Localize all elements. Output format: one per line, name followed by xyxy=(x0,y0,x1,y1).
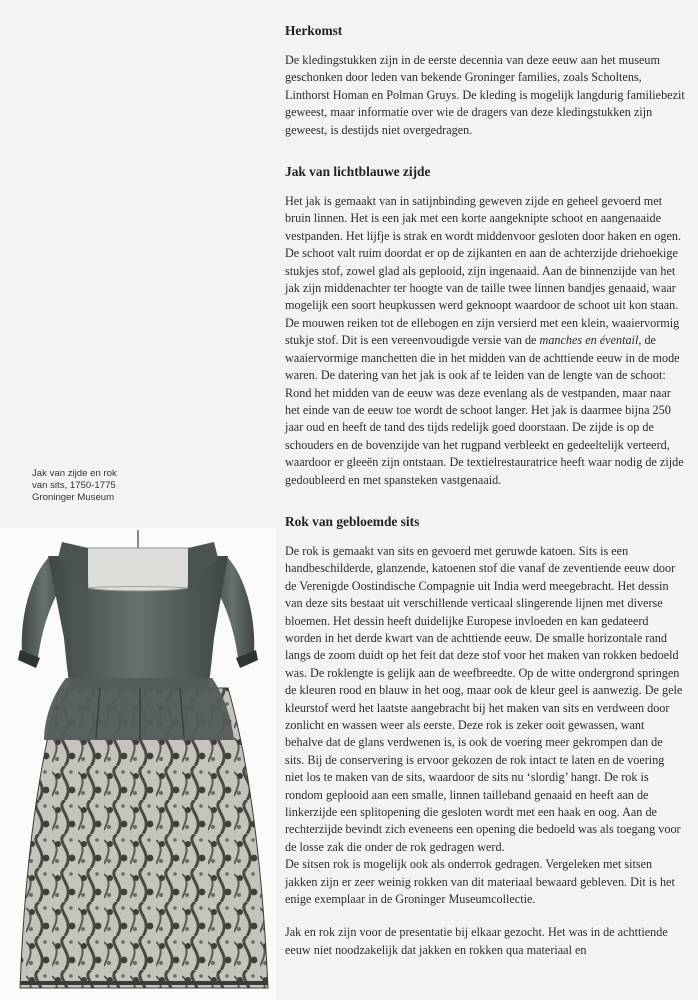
text-column xyxy=(285,22,685,959)
jacket-collar xyxy=(86,548,190,591)
jacket-peplum xyxy=(44,678,234,740)
jak-text-part-2: , de waaiervormige manchetten die in het midden van de achttiende eeuw in de mode waren. De datering van het jak is ook af te leiden van de lengte van de schoot: Rond het midden van de eeuw was deze evenlang als de vestpanden, maar naar het einde van de eeuw toe wordt de schoot langer. Het jak is daarmee bijna 250 jaar oud en heeft de tand des tijds redelijk goed doorstaan. De zijde is op de schouders en de bovenzijde van het rugpand verbleekt en gedeeltelijk verteerd, waardoor er gleeën zijn ontstaan. De textielrestauratrice heeft waar nodig de zijde gedoubleerd en met spansteken vastgenaaid. xyxy=(285,333,684,487)
heading-herkomst: Herkomst xyxy=(285,23,343,38)
heading-rok: Rok van gebloemde sits xyxy=(285,513,420,529)
heading-jak: Jak van lichtblauwe zijde xyxy=(285,164,431,180)
photo-caption xyxy=(32,468,232,504)
paragraph-rok-3: Jak en rok zijn voor de presentatie bij elkaar gezocht. Het was in de achttiende eeuw niet noodzakelijk dat jakken en rokken qua materiaal en xyxy=(285,925,668,957)
paragraph-herkomst: De kledingstukken zijn in de eerste decennia van deze eeuw aan het museum geschonken door leden van bekende Groninger families, zoals Scholtens, Linthorst Homan en Polman Gruys. De kleding is mogelijk langdurig familiebezit geweest, maar informatie over wie de dragers van deze kledingstukken zijn geweest, is destijds niet overgedragen. xyxy=(285,53,685,137)
caption-line-3: Groninger Museum xyxy=(32,492,115,503)
jak-text-italic: manches en éventail xyxy=(539,333,639,348)
caption-line-2: van sits, 1750-1775 xyxy=(32,480,116,491)
jak-text-part-1: Het jak is gemaakt van in satijnbinding geweven zijde en geheel gevoerd met bruin linnen. Het is een jak met een korte aangeknipte schoot en aangenaaide vestpanden. Het lijfje is strak en wordt middenvoor gesloten door haken en ogen. De schoot valt ruim doordat er op de zijkanten en aan de achterzijde driehoekige stukjes stof, zowel glad als geplooid, zijn ingenaaid. Aan de binnenzijde van het jak zijn middenachter ter hoogte van de taille twee linnen bandjes genaaid, waar mogelijk een soort heupkussen werd geknoopt waardoor de schoot uit kon staan. De mouwen reiken tot de ellebogen en zijn versierd met een klein, waaiervormig stukje stof. Dit is een vereenvoudigde versie van de xyxy=(285,194,681,348)
paragraph-rok-1: De rok is gemaakt van sits en gevoerd met geruwde katoen. Sits is een handbeschilderde, glanzende, katoenen stof die vanaf de zeventiende eeuw door de Verenigde Oostindische Compagnie uit India werd meegebracht. Het dessin van deze sits bestaat uit verschillende verticaal slingerende lijnen met diverse bloemen. Het dessin heeft duidelijke Europese invloeden en kan gedateerd worden in het derde kwart van de achttiende eeuw. De smalle horizontale rand langs de zoom duidt op het feit dat deze stof voor het maken van rokken bedoeld was. De roklengte is gelijk aan de weefbreedte. Op de witte ondergrond springen de kleuren rood en blauw in het oog, maar ook de kleur geel is aanwezig. De gele kleurstof werd het laatste aangebracht bij het maken van sits en verdween door zonlicht en wassen weer als eerste. Deze rok is zeker ooit gewassen, want behalve dat de glans verdwenen is, is ook de voering meer gekrompen dan de sits. Bij de conservering is ervoor gekozen de rok intact te laten en de voering niet los te maken van de sits, waardoor de sits nu ‘slordig’ hangt. De rok is rondom geplooid aan een smalle, linnen tailleband genaaid en heeft aan de linkerzijde een splitopening die gesloten wordt met een haak en oog. Aan de rechterzijde bevindt zich eveneens een opening die bedoeld was als toegang voor de losse zak die onder de rok gedragen werd. xyxy=(285,543,683,854)
paragraph-jak xyxy=(285,193,685,489)
paragraph-rok-2: De sitsen rok is mogelijk ook als onderrok gedragen. Vergeleken met sitsen jakken zijn er zeer weinig rokken van dit materiaal bewaard gebleven. Dit is het enige exemplaar in de Groninger Museumcollectie. xyxy=(285,857,675,907)
caption-line-1: Jak van zijde en rok xyxy=(32,468,117,479)
costume-illustration xyxy=(0,528,276,1000)
costume-photo xyxy=(0,528,276,1000)
